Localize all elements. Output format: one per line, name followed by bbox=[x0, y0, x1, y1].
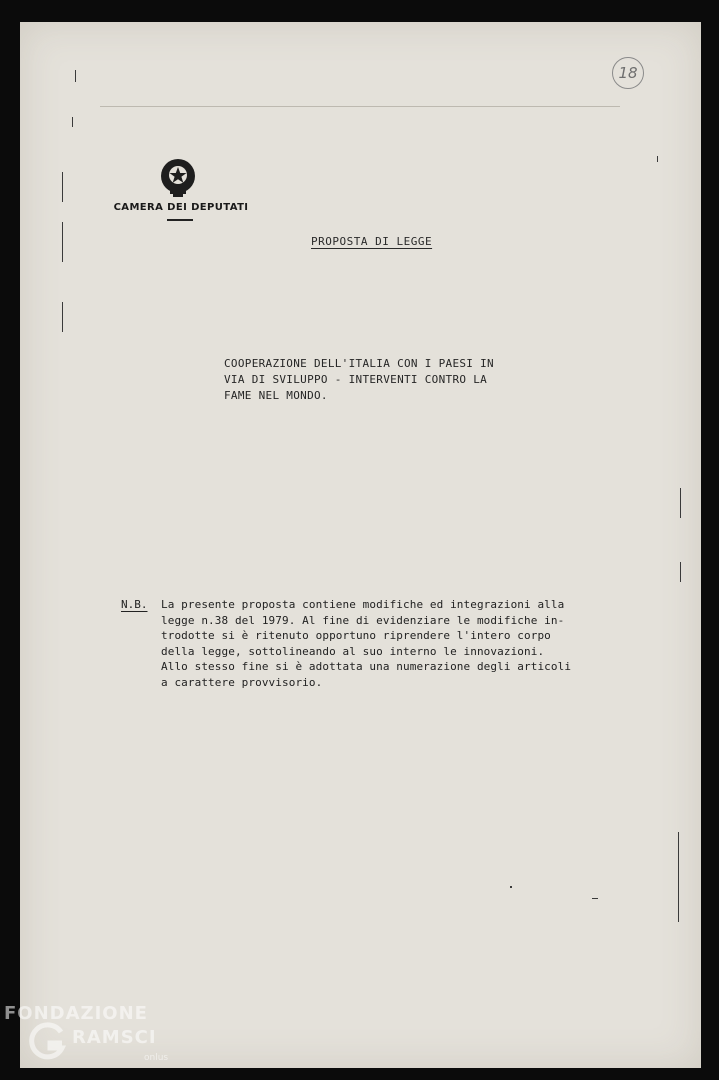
italian-republic-emblem-icon bbox=[158, 156, 198, 198]
note-line: legge n.38 del 1979. Al fine di evidenziare le modifiche in- bbox=[161, 613, 565, 627]
margin-mark bbox=[100, 106, 620, 107]
margin-mark bbox=[72, 117, 73, 127]
note-line: Allo stesso fine si è adottata una numerazione degli articoli bbox=[161, 660, 572, 673]
gramsci-g-logo-icon bbox=[28, 1022, 68, 1062]
note-text bbox=[161, 597, 661, 690]
page-number: 18 bbox=[612, 57, 644, 89]
bill-title bbox=[224, 356, 564, 404]
margin-mark bbox=[510, 886, 512, 888]
margin-mark bbox=[62, 172, 63, 202]
margin-mark bbox=[592, 898, 598, 899]
margin-mark bbox=[680, 488, 681, 518]
margin-mark bbox=[680, 562, 681, 582]
bill-title-line: FAME NEL MONDO. bbox=[224, 389, 328, 402]
note-line: a carattere provvisorio. bbox=[161, 675, 323, 689]
note-line: della legge, sottolineando al suo interno le innovazioni. bbox=[161, 644, 545, 658]
archive-watermark bbox=[4, 1003, 184, 1075]
margin-mark bbox=[657, 156, 658, 162]
institution-name: CAMERA DEI DEPUTATI bbox=[113, 202, 249, 213]
document-page bbox=[20, 22, 701, 1068]
watermark-suffix: onlus bbox=[144, 1053, 169, 1063]
document-type: PROPOSTA DI LEGGE bbox=[311, 235, 433, 248]
watermark-line2: RAMSCI bbox=[72, 1027, 157, 1048]
watermark-line1: FONDAZIONE bbox=[4, 1003, 148, 1024]
note-line: trodotte si è ritenuto opportuno riprendere l'intero corpo bbox=[161, 629, 551, 642]
note-label: N.B. bbox=[121, 598, 148, 611]
margin-mark bbox=[62, 222, 63, 262]
institution-underline bbox=[167, 219, 193, 221]
bill-title-line: COOPERAZIONE DELL'ITALIA CON I PAESI IN bbox=[224, 357, 494, 370]
margin-mark bbox=[62, 302, 63, 332]
note-line: La presente proposta contiene modifiche ed integrazioni alla bbox=[161, 598, 565, 611]
margin-mark bbox=[75, 70, 76, 82]
margin-mark bbox=[678, 832, 679, 922]
bill-title-line: VIA DI SVILUPPO - INTERVENTI CONTRO LA bbox=[224, 373, 488, 386]
